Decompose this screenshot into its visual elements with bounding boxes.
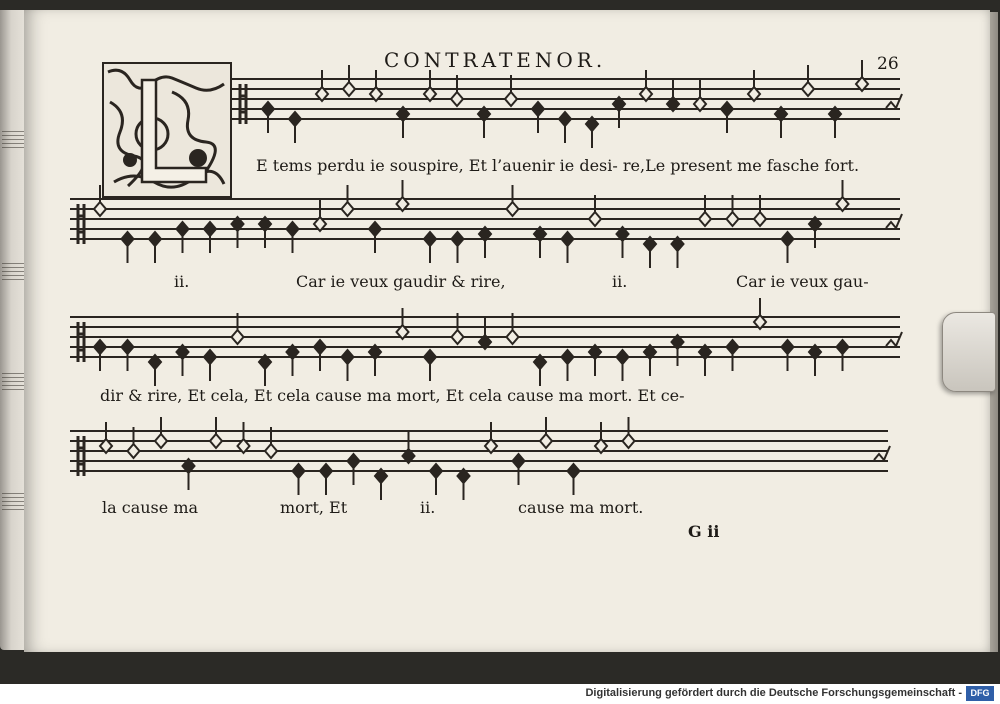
note-glyph	[534, 227, 546, 258]
note-glyph	[809, 345, 821, 376]
lyrics-line-4-text-a: la cause ma	[102, 498, 199, 517]
note-glyph	[149, 232, 161, 263]
lyrics-line-2-text-a: Car ie veux gaudir & rire,	[296, 272, 506, 291]
note-glyph	[694, 80, 706, 111]
note-glyph	[343, 65, 355, 96]
note-glyph	[122, 232, 134, 263]
note-glyph	[424, 232, 436, 263]
note-glyph	[595, 422, 607, 453]
note-glyph	[782, 232, 794, 263]
note-glyph	[479, 227, 491, 258]
clef-glyph	[240, 84, 246, 124]
book-page	[24, 10, 990, 652]
note-glyph	[122, 340, 134, 371]
note-glyph	[424, 350, 436, 381]
note-glyph	[478, 107, 490, 138]
note-glyph	[259, 217, 271, 248]
note-glyph	[177, 345, 189, 376]
note-glyph	[149, 355, 161, 386]
note-glyph	[155, 417, 167, 448]
note-glyph	[589, 345, 601, 376]
voice-part-heading: CONTRATENOR.	[384, 48, 607, 72]
note-glyph	[177, 222, 189, 253]
note-glyph	[262, 102, 274, 133]
note-glyph	[809, 217, 821, 248]
note-glyph	[452, 313, 464, 344]
note-glyph	[586, 117, 598, 148]
lyrics-line-2-text-b: Car ie veux gau-	[736, 272, 869, 291]
note-glyph	[644, 345, 656, 376]
lyrics-line-4-text-c: cause ma mort.	[518, 498, 644, 517]
staff-1-notes	[232, 56, 900, 146]
custos-glyph	[874, 446, 890, 460]
note-glyph	[293, 464, 305, 495]
note-glyph	[348, 454, 360, 485]
note-glyph	[259, 355, 271, 386]
note-glyph	[540, 417, 552, 448]
note-glyph	[183, 459, 195, 490]
note-glyph	[754, 298, 766, 329]
note-glyph	[837, 180, 849, 211]
note-glyph	[559, 112, 571, 143]
note-glyph	[452, 232, 464, 263]
music-staff-2	[70, 198, 900, 246]
staff-4-notes	[70, 408, 888, 498]
note-glyph	[562, 350, 574, 381]
lyrics-line-2-repeat-a: ii.	[174, 272, 190, 291]
lyrics-line-4-repeat: ii.	[420, 498, 436, 517]
note-glyph	[424, 70, 436, 101]
custos-glyph	[886, 94, 902, 108]
note-glyph	[754, 195, 766, 226]
note-glyph	[667, 80, 679, 111]
note-glyph	[369, 345, 381, 376]
note-glyph	[287, 345, 299, 376]
note-glyph	[369, 222, 381, 253]
note-glyph	[430, 464, 442, 495]
footer-bar	[0, 684, 1000, 704]
dfg-logo: DFG	[966, 686, 994, 701]
footer-credit: Digitalisierung gefördert durch die Deutsche Forschungsgemeinschaft -	[585, 687, 962, 699]
note-glyph	[782, 340, 794, 371]
note-glyph	[534, 355, 546, 386]
note-glyph	[856, 60, 868, 91]
note-glyph	[727, 195, 739, 226]
staff-3-notes	[70, 294, 900, 384]
note-glyph	[94, 185, 106, 216]
note-glyph	[532, 102, 544, 133]
note-glyph	[451, 75, 463, 106]
note-glyph	[397, 107, 409, 138]
note-glyph	[617, 350, 629, 381]
note-glyph	[699, 345, 711, 376]
note-glyph	[727, 340, 739, 371]
note-glyph	[232, 313, 244, 344]
staff-2-notes	[70, 176, 900, 266]
note-glyph	[837, 340, 849, 371]
note-glyph	[613, 97, 625, 128]
note-glyph	[204, 222, 216, 253]
note-glyph	[403, 432, 415, 463]
note-glyph	[589, 195, 601, 226]
note-glyph	[640, 70, 652, 101]
music-staff-1	[232, 78, 900, 126]
note-glyph	[829, 107, 841, 138]
note-glyph	[370, 70, 382, 101]
lyrics-line-1: E tems perdu ie souspire, Et l’auenir ie desi- re,Le present me fasche fort.	[256, 156, 860, 175]
note-glyph	[775, 107, 787, 138]
signature-mark: G ii	[688, 522, 720, 541]
note-glyph	[342, 185, 354, 216]
note-glyph	[485, 422, 497, 453]
note-glyph	[623, 417, 635, 448]
note-glyph	[748, 70, 760, 101]
note-glyph	[128, 427, 140, 458]
note-glyph	[644, 237, 656, 268]
note-glyph	[397, 180, 409, 211]
note-glyph	[265, 427, 277, 458]
note-glyph	[314, 340, 326, 371]
note-glyph	[568, 464, 580, 495]
note-glyph	[238, 422, 250, 453]
clef-glyph	[78, 436, 84, 476]
music-staff-3	[70, 316, 900, 364]
note-glyph	[479, 318, 491, 349]
custos-glyph	[886, 332, 902, 346]
lyrics-line-4-text-b: mort, Et	[280, 498, 348, 517]
note-glyph	[672, 237, 684, 268]
note-glyph	[316, 70, 328, 101]
note-glyph	[232, 217, 244, 248]
note-glyph	[721, 102, 733, 133]
note-glyph	[699, 195, 711, 226]
note-glyph	[397, 308, 409, 339]
note-glyph	[289, 112, 301, 143]
book-clasp	[942, 312, 996, 392]
note-glyph	[672, 335, 684, 366]
note-glyph	[505, 75, 517, 106]
note-glyph	[314, 200, 326, 231]
note-glyph	[287, 222, 299, 253]
note-glyph	[320, 464, 332, 495]
lyrics-line-2-repeat-b: ii.	[612, 272, 628, 291]
clef-glyph	[78, 204, 84, 244]
note-glyph	[507, 185, 519, 216]
clef-glyph	[78, 322, 84, 362]
note-glyph	[94, 340, 106, 371]
note-glyph	[375, 469, 387, 500]
music-staff-4	[70, 430, 888, 478]
lyrics-line-3: dir & rire, Et cela, Et cela cause ma mort, Et cela cause ma mort. Et ce-	[100, 386, 685, 405]
note-glyph	[513, 454, 525, 485]
note-glyph	[210, 417, 222, 448]
note-glyph	[100, 422, 112, 453]
custos-glyph	[886, 214, 902, 228]
note-glyph	[342, 350, 354, 381]
note-glyph	[802, 65, 814, 96]
note-glyph	[507, 313, 519, 344]
note-glyph	[562, 232, 574, 263]
page-number: 26	[877, 54, 899, 74]
note-glyph	[458, 469, 470, 500]
note-glyph	[204, 350, 216, 381]
note-glyph	[617, 227, 629, 258]
